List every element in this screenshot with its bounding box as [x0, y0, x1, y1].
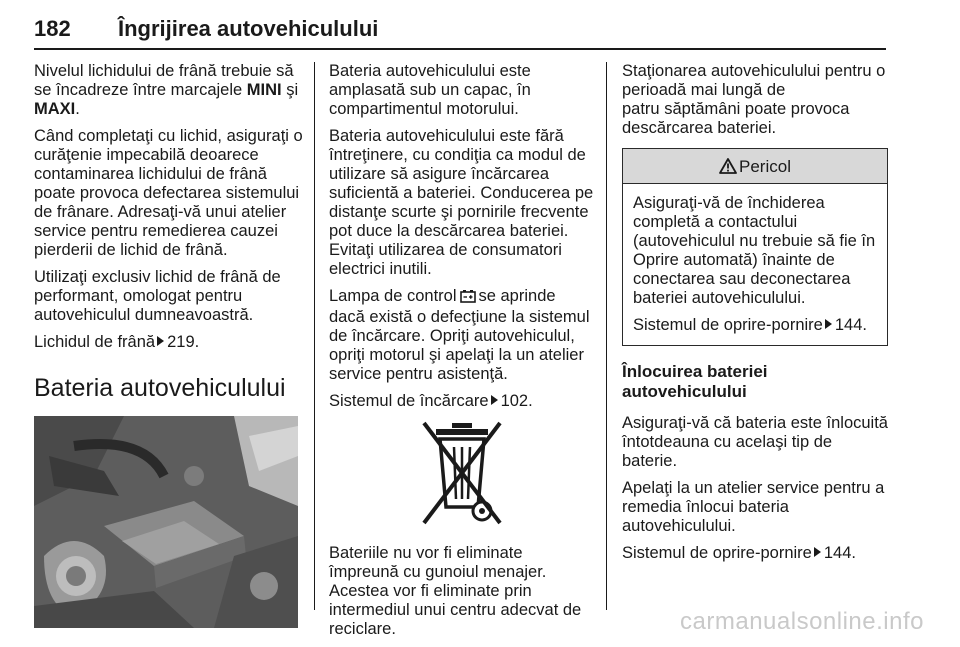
page-title: Îngrijirea autovehiculului	[118, 16, 379, 41]
battery-maintenance-paragraph: Bateria autovehiculului este fără întreţinere, cu condiţia ca modul de utilizare să asigure încărcarea suficientă a bateriei. Conducerea pe distanţe scurte şi pornirile frecvente pot duce la descărcarea bateriei. Evitaţi utilizarea de consumatori electrici inutili.	[329, 127, 594, 278]
stop-start-reference: Sistemul de oprire-pornire 144.	[622, 544, 856, 562]
column-divider	[314, 62, 315, 610]
battery-disposal-paragraph: Bateriile nu vor fi eliminate împreună cu gunoiul menajer. Acestea vor fi eliminate prin intermediul unui centru adecvat de reciclare.	[329, 544, 582, 638]
column-left	[34, 62, 304, 628]
page-link[interactable]: 219.	[167, 333, 200, 351]
crossed-out-bin-icon	[329, 419, 595, 532]
page-link[interactable]: 144.	[823, 544, 856, 562]
header-rule	[34, 48, 886, 50]
page-header	[34, 8, 886, 46]
engine-bay-illustration	[34, 416, 298, 628]
section-heading-battery-replacement: Înlocuirea bateriei autovehiculului	[622, 362, 768, 401]
battery-location-paragraph: Bateria autovehiculului este amplasată sub un capac, în compartimentul motorului.	[329, 62, 531, 118]
danger-box-body	[623, 184, 887, 345]
reference-arrow-icon	[157, 336, 164, 346]
column-right	[622, 62, 888, 571]
brake-fluid-topup-paragraph: Când completaţi cu lichid, asiguraţi o curăţenie impecabilă deoarece contaminarea lichidului de frână poate provoca defectarea sistemului de frânare. Adresaţi-vă unui atelier service pentru remedierea cauzei pierderii de lichid de frână.	[34, 127, 303, 259]
reference-arrow-icon	[491, 395, 498, 405]
brake-fluid-type-paragraph: Utilizaţi exclusiv lichid de frână de performant, omologat pentru autovehiculul dumneavoastră.	[34, 268, 281, 324]
page-link[interactable]: 102.	[500, 392, 533, 410]
danger-box-title: Pericol	[739, 156, 791, 176]
section-heading-battery: Bateria autovehiculului	[34, 374, 286, 402]
maxi-mark: MAXI	[34, 100, 76, 118]
parking-discharge-paragraph: Staţionarea autovehiculului pentru o perioadă mai lungă de patru săptămâni poate provoca descărcarea bateriei.	[622, 62, 886, 137]
danger-box-header	[623, 149, 887, 184]
engine-bay-photo	[34, 416, 298, 628]
mini-mark: MINI	[246, 81, 282, 99]
battery-type-paragraph: Asiguraţi-vă că bateria este înlocuită întotdeauna cu acelaşi tip de baterie.	[622, 414, 888, 470]
charging-system-reference: Sistemul de încărcare 102.	[329, 392, 533, 410]
column-middle	[329, 62, 595, 647]
brake-fluid-level-paragraph: Nivelul lichidului de frână trebuie să se încadreze între marcajele MINI şi MAXI.	[34, 62, 299, 118]
column-divider	[606, 62, 607, 610]
page-number: 182	[34, 16, 71, 41]
control-lamp-paragraph: Lampa de control se aprinde dacă există o defecţiune la sistemul de încărcare. Opriţi autovehiculul, opriţi motorul şi apelaţi la un atelier service pentru asistenţă.	[329, 287, 590, 383]
watermark: carmanualsonline.info	[680, 608, 924, 635]
danger-box-text: Asiguraţi-vă de închiderea completă a contactului (autovehiculul nu trebuie să fie în Oprire automată) înainte de conectarea sau deconectarea bateriei autovehiculului.	[633, 194, 876, 307]
brake-fluid-reference: Lichidul de frână 219.	[34, 333, 200, 351]
page-link[interactable]: 144.	[834, 316, 867, 334]
battery-service-paragraph: Apelaţi la un atelier service pentru a remedia înlocui bateria autovehiculului.	[622, 479, 885, 535]
reference-arrow-icon	[814, 547, 821, 557]
warning-triangle-icon	[719, 158, 737, 174]
danger-box-reference: Sistemul de oprire-pornire 144.	[633, 316, 867, 334]
danger-box	[622, 148, 888, 346]
battery-warning-icon	[460, 289, 476, 308]
reference-arrow-icon	[825, 319, 832, 329]
